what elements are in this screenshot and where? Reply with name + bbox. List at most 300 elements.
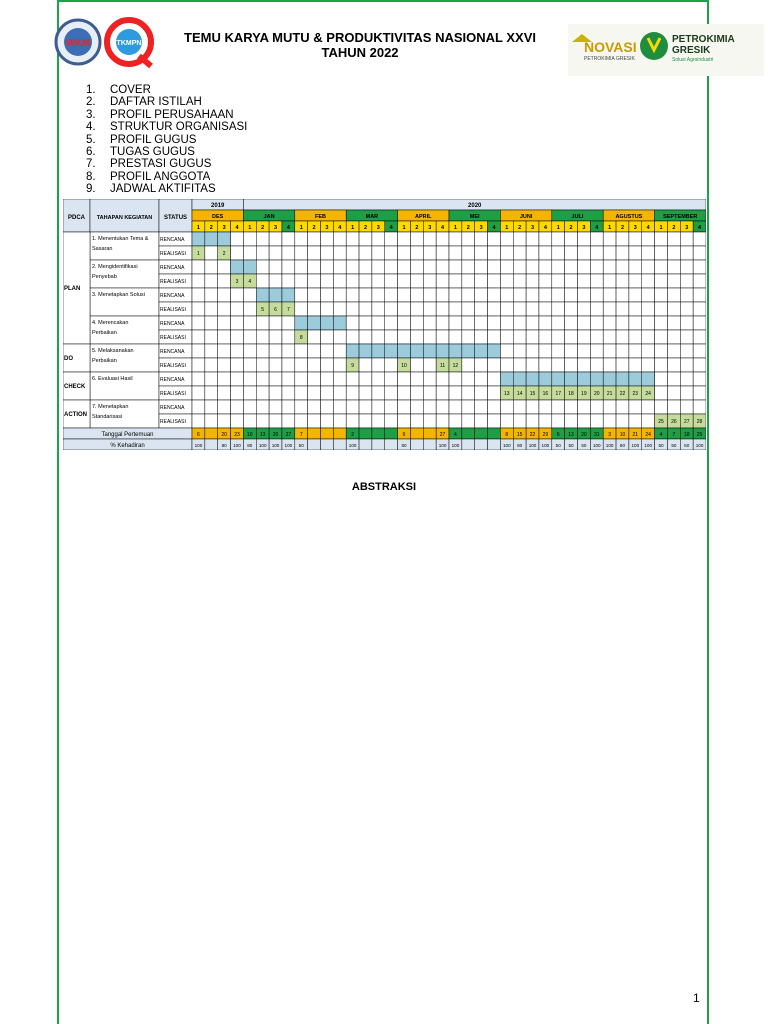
grid-cell xyxy=(436,372,449,386)
grid-cell xyxy=(321,330,334,344)
grid-cell xyxy=(500,288,513,302)
meeting-date-cell xyxy=(321,428,334,439)
month-label: MEI xyxy=(469,214,480,220)
meeting-date-cell xyxy=(423,428,436,439)
grid-cell xyxy=(205,246,218,260)
month-label: MAR xyxy=(365,214,379,220)
grid-cell xyxy=(462,330,475,344)
attendance-value: 100 xyxy=(528,443,537,448)
grid-cell xyxy=(308,358,321,372)
grid-cell xyxy=(321,372,334,386)
meeting-date: 24 xyxy=(645,432,651,438)
grid-cell xyxy=(475,414,488,428)
week-label: 1 xyxy=(248,225,252,231)
toc-item-label: PROFIL GUGUS xyxy=(110,133,197,146)
grid-cell xyxy=(655,260,668,274)
grid-cell xyxy=(231,288,244,302)
grid-cell xyxy=(308,386,321,400)
attendance-value: 100 xyxy=(541,443,550,448)
toc-item xyxy=(86,121,247,133)
attendance-cell xyxy=(423,439,436,450)
year-label: 2020 xyxy=(468,203,482,209)
actual-meeting-number: 22 xyxy=(619,391,626,397)
grid-cell xyxy=(269,344,282,358)
grid-cell xyxy=(398,400,411,414)
grid-cell xyxy=(269,260,282,274)
grid-cell xyxy=(616,302,629,316)
grid-cell xyxy=(488,260,501,274)
meeting-date: 7 xyxy=(672,432,676,438)
week-label: 3 xyxy=(273,225,278,231)
grid-cell xyxy=(539,232,552,246)
week-label: 2 xyxy=(312,225,316,231)
grid-cell xyxy=(590,400,603,414)
attendance-cell xyxy=(462,439,475,450)
grid-cell xyxy=(205,386,218,400)
grid-cell xyxy=(693,386,706,400)
grid-cell xyxy=(539,302,552,316)
meeting-date: 27 xyxy=(285,432,292,438)
grid-cell xyxy=(629,316,642,330)
grid-cell xyxy=(333,344,346,358)
actual-meeting-number: 19 xyxy=(581,391,587,397)
plan-bar-cell xyxy=(500,372,513,386)
grid-cell xyxy=(667,372,680,386)
meeting-label: Tanggal Pertemuan xyxy=(101,432,154,438)
week-label: 2 xyxy=(261,225,265,231)
grid-cell xyxy=(526,246,539,260)
actual-meeting-number: 17 xyxy=(555,391,562,397)
grid-cell xyxy=(565,358,578,372)
week-label: 1 xyxy=(196,225,200,231)
grid-cell xyxy=(333,302,346,316)
week-label: 3 xyxy=(530,225,535,231)
grid-cell xyxy=(346,400,359,414)
grid-cell xyxy=(423,358,436,372)
grid-cell xyxy=(629,274,642,288)
actual-meeting-number: 11 xyxy=(439,363,446,369)
grid-cell xyxy=(552,330,565,344)
grid-cell xyxy=(308,372,321,386)
step-label: 2. Mengidentifikasi xyxy=(92,264,138,270)
grid-cell xyxy=(346,288,359,302)
grid-cell xyxy=(578,302,591,316)
grid-cell xyxy=(410,246,423,260)
grid-cell xyxy=(578,232,591,246)
grid-cell xyxy=(655,232,668,246)
grid-cell xyxy=(462,274,475,288)
grid-cell xyxy=(256,274,269,288)
grid-cell xyxy=(333,386,346,400)
meeting-date: 27 xyxy=(439,432,446,438)
toc-item-label: TUGAS GUGUS xyxy=(110,146,195,159)
grid-cell xyxy=(500,344,513,358)
grid-cell xyxy=(243,316,256,330)
toc-item-number: 7. xyxy=(86,158,96,171)
grid-cell xyxy=(642,400,655,414)
grid-cell xyxy=(462,316,475,330)
grid-cell xyxy=(655,302,668,316)
grid-cell xyxy=(552,274,565,288)
attendance-value: 50 xyxy=(568,443,574,448)
grid-cell xyxy=(552,246,565,260)
plan-bar-cell xyxy=(629,372,642,386)
grid-cell xyxy=(308,400,321,414)
grid-cell xyxy=(423,372,436,386)
meeting-date: 29 xyxy=(542,432,549,438)
grid-cell xyxy=(423,232,436,246)
grid-cell xyxy=(693,260,706,274)
plan-bar-cell xyxy=(590,372,603,386)
grid-cell xyxy=(642,302,655,316)
week-label: 3 xyxy=(222,225,226,231)
status-rencana: RENCANA xyxy=(160,377,185,383)
grid-cell xyxy=(565,260,578,274)
week-label: 3 xyxy=(325,225,329,231)
grid-cell xyxy=(346,232,359,246)
grid-cell xyxy=(372,274,385,288)
grid-cell xyxy=(359,414,372,428)
grid-cell xyxy=(500,358,513,372)
grid-cell xyxy=(526,330,539,344)
grid-cell xyxy=(629,414,642,428)
grid-cell xyxy=(359,274,372,288)
grid-cell xyxy=(308,344,321,358)
grid-cell xyxy=(436,330,449,344)
grid-cell xyxy=(616,400,629,414)
meeting-date: 15 xyxy=(516,432,523,438)
grid-cell xyxy=(616,344,629,358)
toc-item-number: 4. xyxy=(86,121,96,134)
grid-cell xyxy=(423,386,436,400)
grid-cell xyxy=(398,232,411,246)
tkmpn-logo-text: TKMPN xyxy=(116,40,142,47)
grid-cell xyxy=(667,288,680,302)
grid-cell xyxy=(256,330,269,344)
grid-cell xyxy=(231,386,244,400)
toc-item xyxy=(86,171,247,183)
grid-cell xyxy=(205,358,218,372)
grid-cell xyxy=(693,274,706,288)
week-label: 2 xyxy=(620,225,625,231)
grid-cell xyxy=(539,316,552,330)
month-label: FEB xyxy=(315,214,326,220)
grid-cell xyxy=(500,246,513,260)
grid-cell xyxy=(655,386,668,400)
grid-cell xyxy=(295,344,308,358)
actual-meeting-number: 2 xyxy=(222,251,226,257)
grid-cell xyxy=(243,414,256,428)
plan-bar-cell xyxy=(513,372,526,386)
grid-cell xyxy=(231,302,244,316)
grid-cell xyxy=(565,400,578,414)
grid-cell xyxy=(488,246,501,260)
toc-item-label: DAFTAR ISTILAH xyxy=(110,96,202,109)
grid-cell xyxy=(385,288,398,302)
grid-cell xyxy=(398,330,411,344)
grid-cell xyxy=(346,316,359,330)
week-label: 4 xyxy=(286,225,290,231)
grid-cell xyxy=(680,316,693,330)
week-label: 4 xyxy=(595,225,599,231)
header-status: STATUS xyxy=(163,215,188,221)
plan-bar-cell xyxy=(578,372,591,386)
grid-cell xyxy=(526,232,539,246)
grid-cell xyxy=(475,260,488,274)
grid-cell xyxy=(308,246,321,260)
grid-cell xyxy=(346,372,359,386)
meeting-date: 6 xyxy=(197,432,200,438)
grid-cell xyxy=(565,274,578,288)
grid-cell xyxy=(449,274,462,288)
attendance-cell xyxy=(410,439,423,450)
grid-cell xyxy=(282,246,295,260)
step-label: 7. Menetapkan xyxy=(92,404,129,410)
grid-cell xyxy=(436,274,449,288)
meeting-date-cell xyxy=(462,428,475,439)
grid-cell xyxy=(385,316,398,330)
week-label: 1 xyxy=(505,225,509,231)
attendance-value: 50 xyxy=(581,443,587,448)
grid-cell xyxy=(655,372,668,386)
meeting-date: 23 xyxy=(234,432,240,438)
grid-cell xyxy=(655,246,668,260)
grid-cell xyxy=(552,260,565,274)
grid-cell xyxy=(578,316,591,330)
actual-meeting-number: 3 xyxy=(235,279,239,285)
grid-cell xyxy=(423,400,436,414)
week-label: 4 xyxy=(338,225,342,231)
grid-cell xyxy=(346,330,359,344)
grid-cell xyxy=(436,288,449,302)
toc-item-number: 3. xyxy=(86,108,96,121)
actual-meeting-number: 16 xyxy=(542,391,549,397)
meeting-date-cell xyxy=(205,428,218,439)
grid-cell xyxy=(321,232,334,246)
grid-cell xyxy=(308,274,321,288)
attendance-value: 100 xyxy=(605,443,614,448)
grid-cell xyxy=(500,232,513,246)
grid-cell xyxy=(449,330,462,344)
grid-cell xyxy=(192,274,205,288)
actual-meeting-number: 27 xyxy=(683,419,690,425)
grid-cell xyxy=(333,274,346,288)
grid-cell xyxy=(333,330,346,344)
grid-cell xyxy=(488,400,501,414)
actual-meeting-number: 18 xyxy=(568,391,574,397)
toc-item-label: COVER xyxy=(110,84,151,96)
grid-cell xyxy=(436,400,449,414)
grid-cell xyxy=(321,386,334,400)
step-label: 4. Merencakan xyxy=(92,320,129,326)
grid-cell xyxy=(218,288,231,302)
grid-cell xyxy=(539,288,552,302)
meeting-date-cell xyxy=(359,428,372,439)
grid-cell xyxy=(410,414,423,428)
grid-cell xyxy=(667,274,680,288)
grid-cell xyxy=(321,288,334,302)
grid-cell xyxy=(359,232,372,246)
week-label: 2 xyxy=(466,225,470,231)
grid-cell xyxy=(359,358,372,372)
grid-cell xyxy=(192,400,205,414)
grid-cell xyxy=(321,302,334,316)
status-rencana: RENCANA xyxy=(160,265,185,271)
actual-meeting-number: 12 xyxy=(452,363,459,369)
grid-cell xyxy=(359,386,372,400)
grid-cell xyxy=(192,330,205,344)
grid-cell xyxy=(321,414,334,428)
status-realisasi: REALISASI xyxy=(160,419,186,425)
grid-cell xyxy=(667,316,680,330)
attendance-value: 100 xyxy=(695,443,704,448)
meeting-date: 13 xyxy=(259,432,266,438)
grid-cell xyxy=(205,288,218,302)
table-of-contents xyxy=(86,84,247,196)
actual-meeting-number: 8 xyxy=(299,335,303,341)
grid-cell xyxy=(590,316,603,330)
week-label: 1 xyxy=(659,225,663,231)
grid-cell xyxy=(526,344,539,358)
grid-cell xyxy=(192,288,205,302)
toc-item xyxy=(86,134,247,146)
grid-cell xyxy=(513,330,526,344)
grid-cell xyxy=(565,288,578,302)
grid-cell xyxy=(398,386,411,400)
attendance-cell xyxy=(205,439,218,450)
grid-cell xyxy=(500,400,513,414)
week-label: 1 xyxy=(608,225,612,231)
grid-cell xyxy=(398,302,411,316)
plan-bar-cell xyxy=(192,232,205,246)
toc-item-number: 1. xyxy=(86,84,96,96)
grid-cell xyxy=(410,260,423,274)
grid-cell xyxy=(449,414,462,428)
grid-cell xyxy=(243,372,256,386)
grid-cell xyxy=(372,386,385,400)
grid-cell xyxy=(488,414,501,428)
grid-cell xyxy=(565,330,578,344)
grid-cell xyxy=(410,288,423,302)
grid-cell xyxy=(333,288,346,302)
grid-cell xyxy=(513,414,526,428)
grid-cell xyxy=(526,400,539,414)
grid-cell xyxy=(629,246,642,260)
grid-cell xyxy=(308,288,321,302)
grid-cell xyxy=(282,274,295,288)
status-rencana: RENCANA xyxy=(160,405,185,411)
attendance-value: 100 xyxy=(271,443,280,448)
week-label: 1 xyxy=(351,225,355,231)
week-label: 1 xyxy=(402,225,406,231)
grid-cell xyxy=(295,372,308,386)
toc-item-number: 8. xyxy=(86,170,96,183)
week-label: 3 xyxy=(685,225,689,231)
meeting-date: 4 xyxy=(454,432,457,438)
grid-cell xyxy=(423,288,436,302)
grid-cell xyxy=(475,232,488,246)
grid-cell xyxy=(462,246,475,260)
week-label: 2 xyxy=(363,225,368,231)
grid-cell xyxy=(667,400,680,414)
header-tahapan: TAHAPAN KEGIATAN xyxy=(96,215,153,221)
grid-cell xyxy=(616,246,629,260)
meeting-date: 3 xyxy=(608,432,612,438)
grid-cell xyxy=(513,246,526,260)
grid-cell xyxy=(282,372,295,386)
grid-cell xyxy=(603,288,616,302)
grid-cell xyxy=(205,316,218,330)
grid-cell xyxy=(513,260,526,274)
grid-cell xyxy=(552,358,565,372)
grid-cell xyxy=(218,330,231,344)
grid-cell xyxy=(205,274,218,288)
attendance-value: 80 xyxy=(517,443,523,448)
grid-cell xyxy=(436,302,449,316)
grid-cell xyxy=(488,288,501,302)
toc-item-number: 2. xyxy=(86,96,96,109)
grid-cell xyxy=(359,288,372,302)
grid-cell xyxy=(436,232,449,246)
month-label: JUNI xyxy=(519,214,533,220)
grid-cell xyxy=(449,386,462,400)
grid-cell xyxy=(513,232,526,246)
novasi-logo-text: NOVASI xyxy=(584,39,637,55)
meeting-date-cell xyxy=(385,428,398,439)
grid-cell xyxy=(449,400,462,414)
grid-cell xyxy=(475,386,488,400)
grid-cell xyxy=(385,400,398,414)
meeting-date: 2 xyxy=(351,432,355,438)
grid-cell xyxy=(449,302,462,316)
grid-cell xyxy=(603,358,616,372)
grid-cell xyxy=(231,358,244,372)
grid-cell xyxy=(552,344,565,358)
grid-cell xyxy=(231,232,244,246)
grid-cell xyxy=(436,414,449,428)
grid-cell xyxy=(590,330,603,344)
grid-cell xyxy=(205,330,218,344)
grid-cell xyxy=(603,232,616,246)
plan-bar-cell xyxy=(488,344,501,358)
title-line-2: TAHUN 2022 xyxy=(321,45,399,60)
grid-cell xyxy=(282,316,295,330)
plan-bar-cell xyxy=(642,372,655,386)
grid-cell xyxy=(321,260,334,274)
plan-bar-cell xyxy=(256,288,269,302)
grid-cell xyxy=(590,260,603,274)
actual-meeting-number: 4 xyxy=(248,279,252,285)
grid-cell xyxy=(218,316,231,330)
grid-cell xyxy=(629,302,642,316)
grid-cell xyxy=(256,232,269,246)
grid-cell xyxy=(680,372,693,386)
grid-cell xyxy=(475,358,488,372)
grid-cell xyxy=(629,260,642,274)
grid-cell xyxy=(385,414,398,428)
grid-cell xyxy=(231,316,244,330)
grid-cell xyxy=(295,302,308,316)
attendance-cell xyxy=(333,439,346,450)
grid-cell xyxy=(462,386,475,400)
grid-cell xyxy=(398,372,411,386)
actual-meeting-number: 25 xyxy=(658,419,664,425)
grid-cell xyxy=(552,400,565,414)
grid-cell xyxy=(629,344,642,358)
grid-cell xyxy=(488,302,501,316)
year-label: 2019 xyxy=(211,203,225,209)
grid-cell xyxy=(398,260,411,274)
